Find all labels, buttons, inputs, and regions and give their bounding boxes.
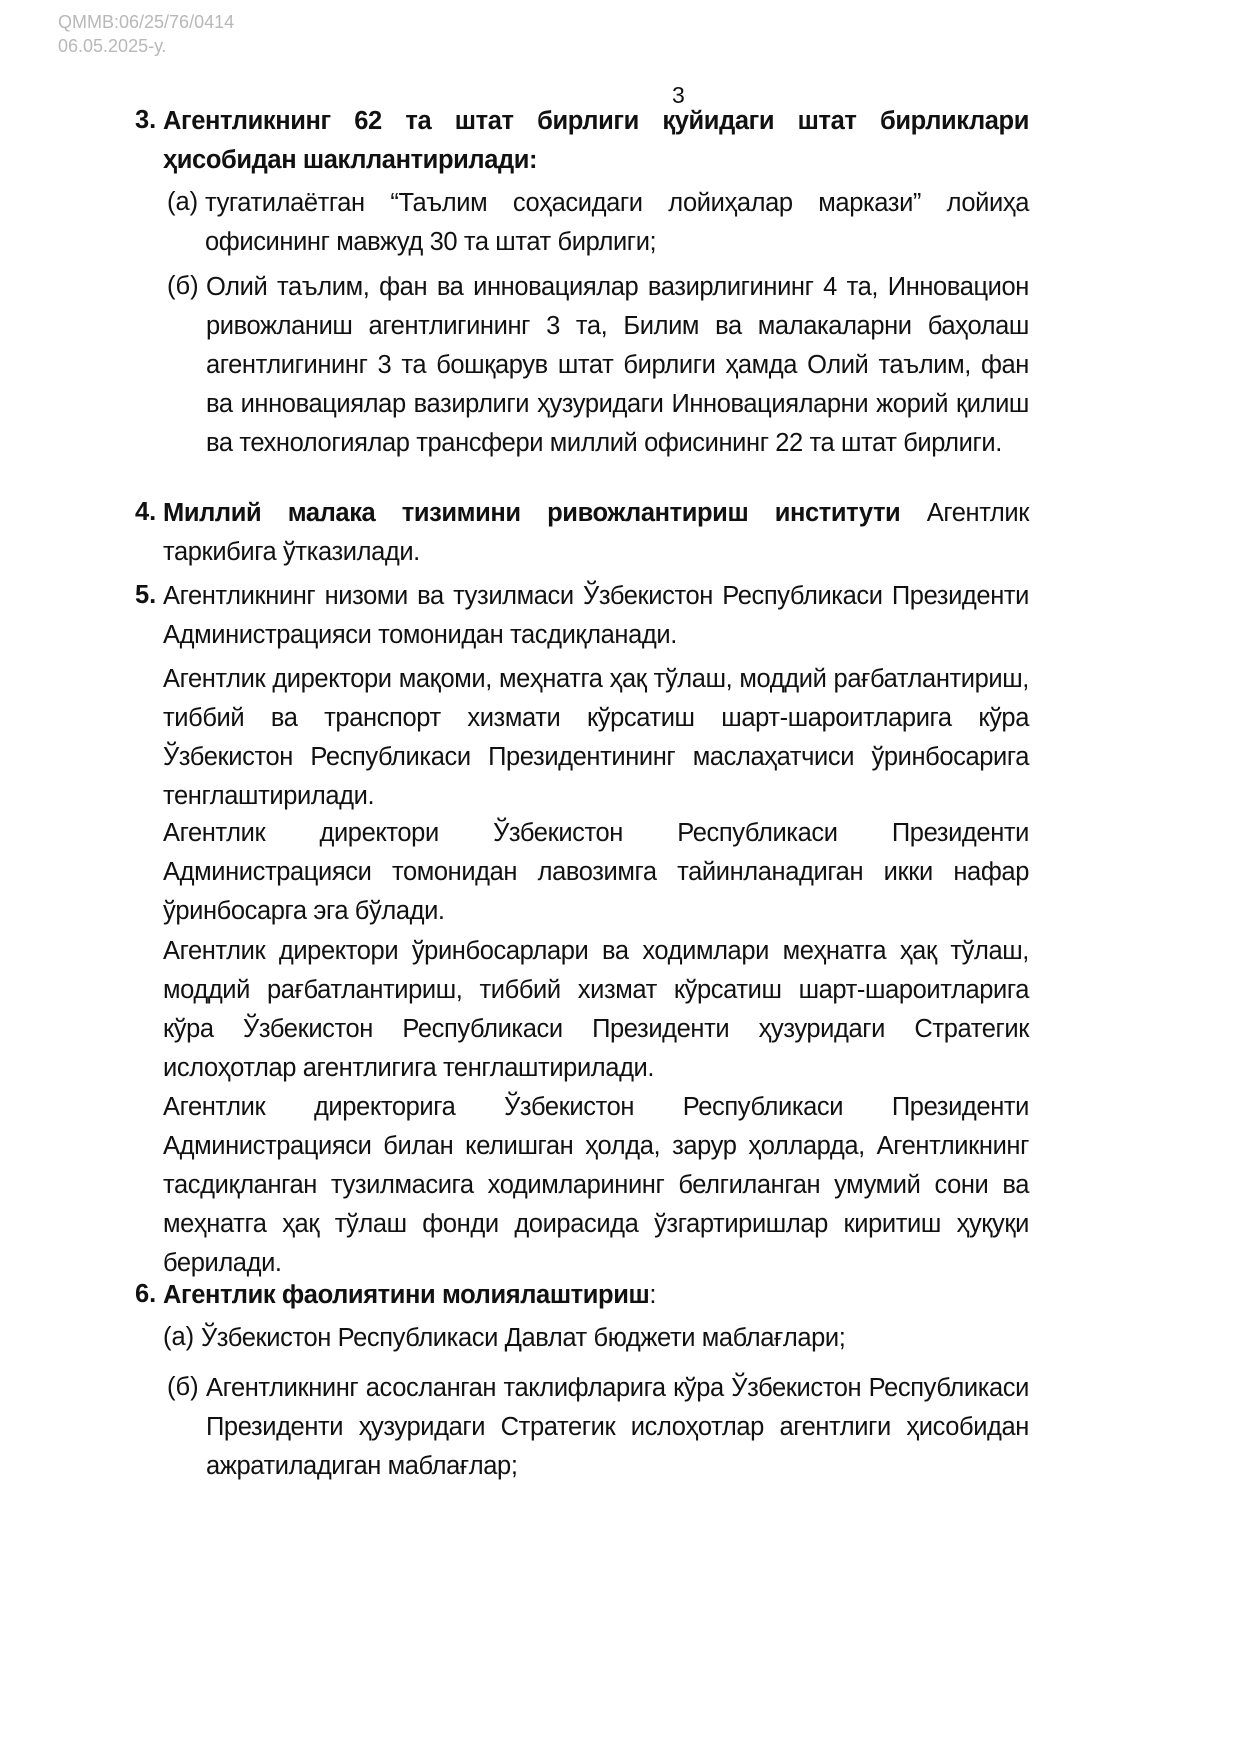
section-text-rest: Агентлик таркибига ўтказилади. [163,499,1029,566]
section-number: 6. [135,1280,157,1308]
section-heading [163,1276,1029,1315]
paragraph: Агентлик директорига Ўзбекистон Республикаси Президенти Администрацияси билан келишган ҳолда, зарур ҳолларда, Агентликнинг тасдиқланган тузилмасига ходимларининг белгиланган умумий сони ва меҳнатга ҳақ тўлаш фонди доирасида ўзгартиришлар киритиш ҳуқуқи берилади. [163,1093,1029,1277]
section-number: 5. [135,581,157,609]
section-number: 4. [135,498,157,526]
section-text: Агентликнинг низоми ва тузилмаси Ўзбекистон Республикаси Президенти Администрацияси томонидан тасдиқланади. [163,582,1029,649]
heading-colon: : [649,1281,657,1309]
paragraph: Агентлик директори ўринбосарлари ва ходимлари меҳнатга ҳақ тўлаш, моддий рағбатлантириш, тиббий хизмат кўрсатиш шарт-шароитларига кўра Ўзбекистон Республикаси Президенти ҳузуридаги Стратегик ислоҳотлар агентлигига тенглаштирилади. [163,937,1029,1082]
list-item: Агентликнинг асосланган таклифларига кўра Ўзбекистон Республикаси Президенти ҳузуридаги Стратегик ислоҳотлар агентлиги ҳисобидан ажратиладиган маблағлар; [206,1374,1029,1480]
section-heading-text: Агентлик фаолиятини молиялаштириш [163,1281,650,1309]
paragraph: Агентлик директори мақоми, меҳнатга ҳақ тўлаш, моддий рағбатлантириш, тиббий ва транспорт хизмати кўрсатиш шарт-шароитларига кўра Ўзбекистон Республикаси Президентининг маслаҳатчиси ўринбосарига тенглаштирилади. [163,665,1029,810]
registration-code: QMMB:06/25/76/0414 [58,12,235,32]
section-number: 3. [135,106,157,134]
registration-date: 06.05.2025-у. [58,36,167,56]
institute-name: Миллий малака тизимини ривожлантириш институти [163,499,901,527]
section-heading: Агентликнинг 62 та штат бирлиги қуйидаги штат бирликлари ҳисобидан шакллантирилади: [163,107,1029,174]
item-label: (б) [167,272,199,300]
list-item: тугатилаётган “Таълим соҳасидаги лойиҳалар маркази” лойиҳа офисининг мавжуд 30 та штат бирлиги; [205,189,1029,256]
paragraph: Агентлик директори Ўзбекистон Республикаси Президенти Администрацияси томонидан лавозимга тайинланадиган икки нафар ўринбосарга эга бўлади. [163,819,1029,925]
section-text [163,494,1029,572]
item-label: (б) [167,1373,199,1401]
list-item: Ўзбекистон Республикаси Давлат бюджети маблағлари; [201,1324,846,1352]
item-label: (а) [167,188,199,216]
registration-stamp [58,10,234,58]
list-item: Олий таълим, фан ва инновациялар вазирлигининг 4 та, Инновацион ривожланиш агентлигининг 3 та, Билим ва малакаларни баҳолаш агентлигининг 3 та бошқарув штат бирлиги ҳамда Олий таълим, фан ва инновациялар вазирлиги ҳузуридаги Инновацияларни жорий қилиш ва технологиялар трансфери миллий офисининг 22 та штат бирлиги. [206,273,1029,457]
page-number: 3 [672,82,685,108]
item-label: (а) [163,1323,195,1351]
